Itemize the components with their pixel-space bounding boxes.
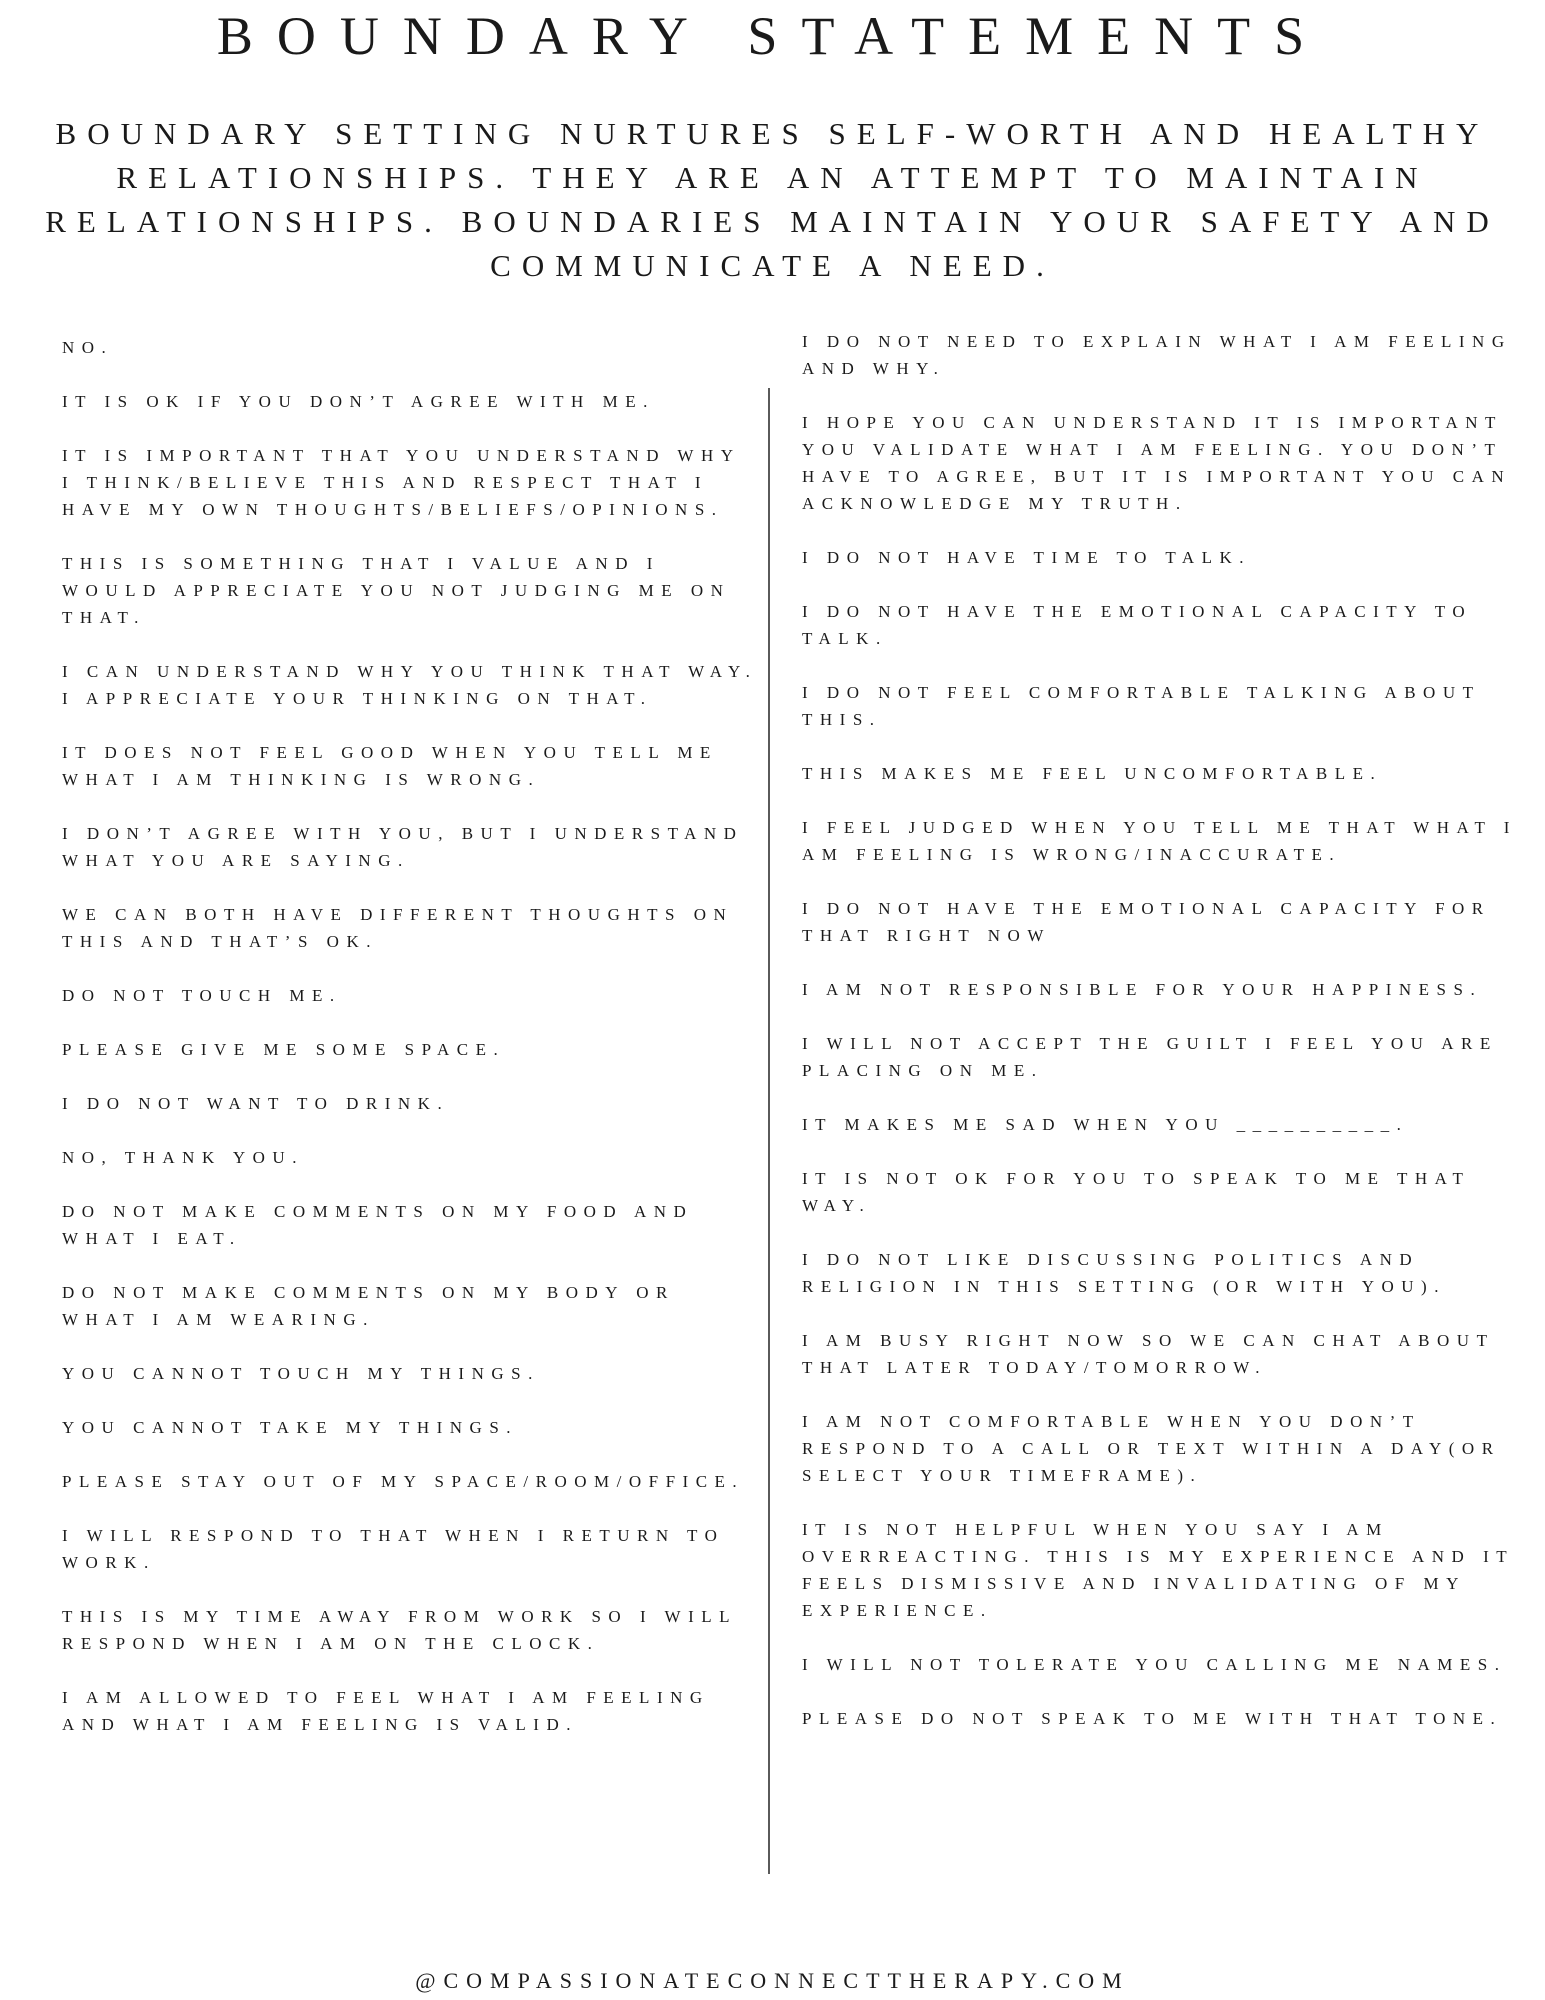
column-divider — [768, 388, 770, 1874]
statement-item: I CAN UNDERSTAND WHY YOU THINK THAT WAY. I APPRECIATE YOUR THINKING ON THAT. — [62, 662, 758, 708]
footer-website: @COMPASSIONATECONNECTTHERAPY.COM — [415, 1968, 1130, 1993]
statement-item: I WILL RESPOND TO THAT WHEN I RETURN TO WORK. — [62, 1526, 725, 1572]
statement-item: THIS IS MY TIME AWAY FROM WORK SO I WILL RESPOND WHEN I AM ON THE CLOCK. — [62, 1607, 737, 1653]
left-statement-list — [62, 334, 762, 1765]
statement-item: I FEEL JUDGED WHEN YOU TELL ME THAT WHAT I AM FEELING IS WRONG/INACCURATE. — [802, 818, 1517, 864]
statement-item: DO NOT MAKE COMMENTS ON MY BODY OR WHAT I AM WEARING. — [62, 1283, 675, 1329]
statement-item: IT IS IMPORTANT THAT YOU UNDERSTAND WHY I THINK/BELIEVE THIS AND RESPECT THAT I HAVE MY OWN THOUGHTS/BELIEFS/OPINIONS. — [62, 446, 740, 519]
statement-item: PLEASE DO NOT SPEAK TO ME WITH THAT TONE. — [802, 1709, 1503, 1728]
right-statement-list — [802, 328, 1517, 1759]
statement-item: I DO NOT HAVE THE EMOTIONAL CAPACITY FOR THAT RIGHT NOW — [802, 899, 1491, 945]
statement-item: PLEASE GIVE ME SOME SPACE. — [62, 1040, 506, 1059]
intro-paragraph: BOUNDARY SETTING NURTURES SELF-WORTH AND HEALTHY RELATIONSHIPS. THEY ARE AN ATTEMPT TO MAINTAIN RELATIONSHIPS. BOUNDARIES MAINTAIN YOUR SAFETY AND COMMUNICATE A NEED. — [45, 116, 1500, 283]
statement-item: DO NOT MAKE COMMENTS ON MY FOOD AND WHAT I EAT. — [62, 1202, 694, 1248]
statement-item: IT IS NOT HELPFUL WHEN YOU SAY I AM OVERREACTING. THIS IS MY EXPERIENCE AND IT FEELS DISMISSIVE AND INVALIDATING OF MY EXPERIENCE. — [802, 1520, 1514, 1620]
statement-item: YOU CANNOT TAKE MY THINGS. — [62, 1418, 519, 1437]
statement-item: I DON’T AGREE WITH YOU, BUT I UNDERSTAND WHAT YOU ARE SAYING. — [62, 824, 744, 870]
statement-item: DO NOT TOUCH ME. — [62, 986, 342, 1005]
statement-item: I HOPE YOU CAN UNDERSTAND IT IS IMPORTANT YOU VALIDATE WHAT I AM FEELING. YOU DON’T HAVE TO AGREE, BUT IT IS IMPORTANT YOU CAN ACKNOWLEDGE MY TRUTH. — [802, 413, 1512, 513]
statement-item: I DO NOT FEEL COMFORTABLE TALKING ABOUT THIS. — [802, 683, 1481, 729]
statement-item: I AM BUSY RIGHT NOW SO WE CAN CHAT ABOUT THAT LATER TODAY/TOMORROW. — [802, 1331, 1495, 1377]
statement-item: I DO NOT HAVE THE EMOTIONAL CAPACITY TO TALK. — [802, 602, 1473, 648]
statement-item: PLEASE STAY OUT OF MY SPACE/ROOM/OFFICE. — [62, 1472, 745, 1491]
statement-item: I AM ALLOWED TO FEEL WHAT I AM FEELING AND WHAT I AM FEELING IS VALID. — [62, 1688, 710, 1734]
statement-item: I DO NOT WANT TO DRINK. — [62, 1094, 450, 1113]
statement-item: I AM NOT RESPONSIBLE FOR YOUR HAPPINESS. — [802, 980, 1483, 999]
statement-item: NO, THANK YOU. — [62, 1148, 304, 1167]
statement-item: NO. — [62, 338, 114, 357]
statement-item: I DO NOT HAVE TIME TO TALK. — [802, 548, 1252, 567]
statement-item: I DO NOT LIKE DISCUSSING POLITICS AND RELIGION IN THIS SETTING (OR WITH YOU). — [802, 1250, 1446, 1296]
statement-item: IT MAKES ME SAD WHEN YOU __________. — [802, 1115, 1409, 1134]
statement-item: I DO NOT NEED TO EXPLAIN WHAT I AM FEELING AND WHY. — [802, 332, 1512, 378]
statement-item: THIS MAKES ME FEEL UNCOMFORTABLE. — [802, 764, 1383, 783]
statement-item: I WILL NOT ACCEPT THE GUILT I FEEL YOU ARE PLACING ON ME. — [802, 1034, 1498, 1080]
statement-item: YOU CANNOT TOUCH MY THINGS. — [62, 1364, 540, 1383]
statement-item: WE CAN BOTH HAVE DIFFERENT THOUGHTS ON THIS AND THAT’S OK. — [62, 905, 734, 951]
statement-item: IT IS NOT OK FOR YOU TO SPEAK TO ME THAT WAY. — [802, 1169, 1471, 1215]
statement-item: THIS IS SOMETHING THAT I VALUE AND I WOULD APPRECIATE YOU NOT JUDGING ME ON THAT. — [62, 554, 731, 627]
statement-item: IT IS OK IF YOU DON’T AGREE WITH ME. — [62, 392, 655, 411]
statement-item: I WILL NOT TOLERATE YOU CALLING ME NAMES. — [802, 1655, 1507, 1674]
statement-item: I AM NOT COMFORTABLE WHEN YOU DON’T RESPOND TO A CALL OR TEXT WITHIN A DAY(OR SELECT YOUR TIMEFRAME). — [802, 1412, 1501, 1485]
page-title: BOUNDARY STATEMENTS — [216, 6, 1329, 66]
statement-item: IT DOES NOT FEEL GOOD WHEN YOU TELL ME WHAT I AM THINKING IS WRONG. — [62, 743, 718, 789]
